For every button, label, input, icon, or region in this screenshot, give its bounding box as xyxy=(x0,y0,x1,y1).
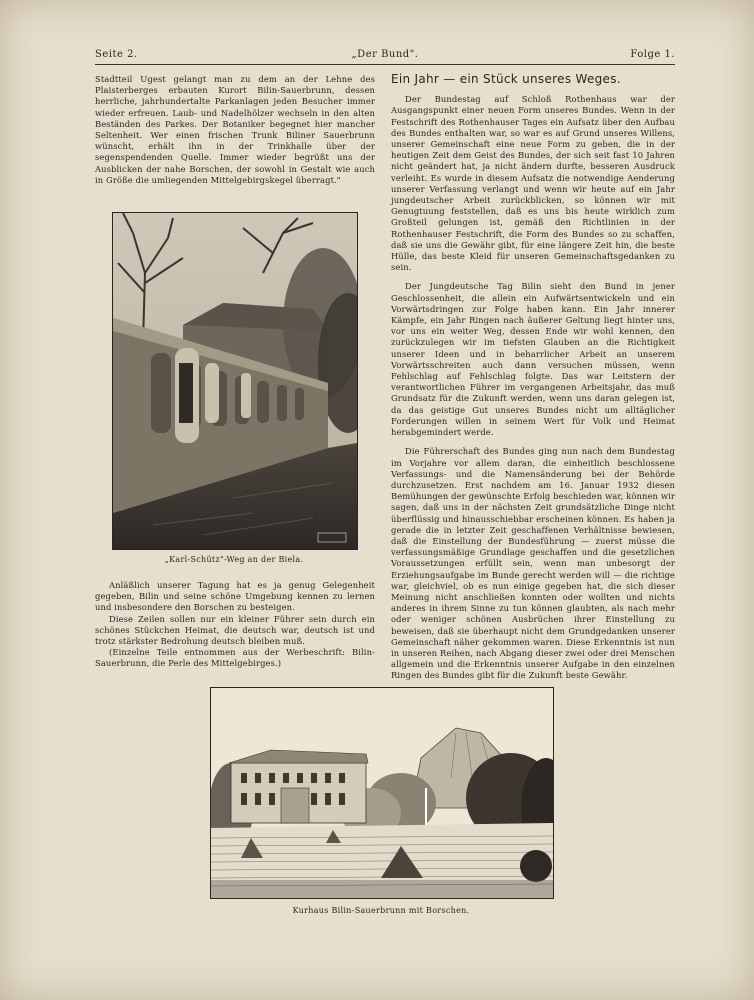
engraving-kurhaus xyxy=(210,687,554,899)
issue-number: Folge 1. xyxy=(630,49,675,60)
paragraph: Anläßlich unserer Tagung hat es ja genug Gelegenheit gegeben, Bilin und seine schöne Umgebung kennen zu lernen und insbesondere den Borschen zu besteigen. xyxy=(95,580,375,613)
newspaper-title: „Der Bund". xyxy=(351,49,419,60)
article-heading: Ein Jahr — ein Stück unseres Weges. xyxy=(391,72,621,86)
engraving-caption: Kurhaus Bilin-Sauerbrunn mit Borschen. xyxy=(292,906,470,915)
page-number: Seite 2. xyxy=(95,49,138,60)
page-header xyxy=(95,49,675,63)
paragraph: Die Führerschaft des Bundes ging nun nach dem Bundestag im Vorjahre vor allem daran, die einheitlich beschlossene Verfassungs- und die Namensänderung bei der Behörde durchzusetzen. Erst nachdem am 16. Januar 1932 diesen Bemühungen der gewünschte Erfolg beschieden war, können wir sagen, daß uns in der nächsten Zeit grundsätzliche Dinge nicht überflüssig und hinausschiebbar erscheinen können. Es haben ja gerade die in letzter Zeit geschaffenen Verhältnisse bewiesen, daß die Einstellung der Bundesführung — zuerst müsse die verfassungsmäßige Grundlage geschaffen und die gesetzlichen Voraussetzungen erfüllt sein, wenn man unbesorgt der Erziehungsaufgabe im Bunde gerecht werden will — die richtige war, gleichviel, ob es nun einige gegeben hat, die sich dieser Meinung nicht anschließen konnten oder wollten und nichts anderes in ihrem Sinne zu tun können glaubten, als nach mehr oder weniger schönen Ausbrüchen ihrer Einstellung zu beweisen, daß sie überhaupt nicht dem Grundgedanken unserer Gemeinschaft näher gekommen waren. Diese Erkenntnis ist nun in unseren Reihen, nach Abgang dieser zwei oder drei Menschen allgemein und die Erkenntnis unserer Aufgabe in den einzelnen Ringen des Bundes gibt für die Zukunft beste Gewähr. xyxy=(391,446,675,681)
engraving-illustration xyxy=(211,688,553,898)
right-column-article xyxy=(391,74,675,682)
header-rule xyxy=(95,64,675,65)
left-column-top xyxy=(95,74,375,186)
paragraph: Diese Zeilen sollen nur ein kleiner Führer sein durch ein schönes Stückchen Heimat, die deutsch war, deutsch ist und trotz stärkster Bedrohung deutsch bleiben muß. xyxy=(95,613,375,647)
left-column-bottom xyxy=(95,580,375,670)
photo-caption: „Karl-Schütz"-Weg an der Biela. xyxy=(164,555,304,564)
article-continuation-paragraph: Stadtteil Ugest gelangt man zu dem an der Lehne des Plaisterberges erbauten Kurort Bilin-Sauerbrunn, dessen herrliche, jahrhundertalte Parkanlagen jeden Besucher immer wieder erfreuen. Laub- und Nadelhölzer wechseln in den alten Beständen des Parkes. Der Botaniker begegnet hier mancher Seltenheit. Wer einen frischen Trunk Biliner Sauerbrunn wünscht, erhält ihn in der Trinkhalle über der segenspendenden Quelle. Immer wieder begrüßt uns der Ausblicken der nahe Borschen, der sowohl in Gestalt wie auch in Größe die umliegenden Mittelgebirgskegel überragt." xyxy=(95,74,375,185)
paragraph: Der Bundestag auf Schloß Rothenhaus war der Ausgangspunkt einer neuen Form unseres Bundes. Wenn in der Festschrift des Rothenhauser Tages ein Aufsatz über den Aufbau des Bundes enthalten war, so war es auf Grund unseres Willens, unserer Gemeinschaft eine neue Form zu geben, die in der heutigen Zeit dem Geist des Bundes, der sich seit fast 10 Jahren nicht geändert hat, ja nicht ändern durfte, besseren Ausdruck verleiht. Es wurde in diesem Aufsatz die notwendige Aenderung unserer Verfassung verlangt und wenn wir heute auf ein Jahr jungdeutscher Arbeit zurückblicken, so können wir mit Genugtuung feststellen, daß es uns bis heute wirklich zum Großteil gelungen ist, gemäß den Richtlinien in der Rothenhauser Festschrift, die Form des Bundes so zu schaffen, daß sie uns die Gewähr gibt, für eine längere Zeit hin, die beste Hülle, das beste Kleid für unseren Gemeinschaftsgedanken zu sein. xyxy=(391,94,675,273)
photo-karl-schuetz-weg xyxy=(112,212,358,550)
photo-illustration xyxy=(113,213,357,549)
paragraph: Der Jungdeutsche Tag Bilin sieht den Bund in jener Geschlossenheit, die allein ein Aufwärtsentwickeln und ein Vorwärtsdringen zur Folge haben kann. Ein Jahr innerer Kämpfe, ein Jahr Ringen nach äußerer Geltung liegt hinter uns, vor uns ein weiter Weg, dessen Ende wir wohl kennen, den zurückzulegen wir im tiefsten Glauben an die Richtigkeit unserer Ideen und in beharrlicher Arbeit an unserem Vorwärtsschreiten auch dann versuchen müssen, wenn Fehlschlag auf Fehlschlag folgte. Das war Leitstern der verantwortlichen Führer im vergangenen Arbeitsjahr, das muß Grundsatz für die Zukunft werden, wenn uns daran gelegen ist, da das geistige Gut unseres Bundes nicht um alltäglicher Forderungen willen in seinem Wert für Volk und Heimat herabgemindert werde. xyxy=(391,281,675,438)
paragraph: (Einzelne Teile entnommen aus der Werbeschrift: Bilin-Sauerbrunn, die Perle des Mittelgebirges.) xyxy=(95,647,375,669)
